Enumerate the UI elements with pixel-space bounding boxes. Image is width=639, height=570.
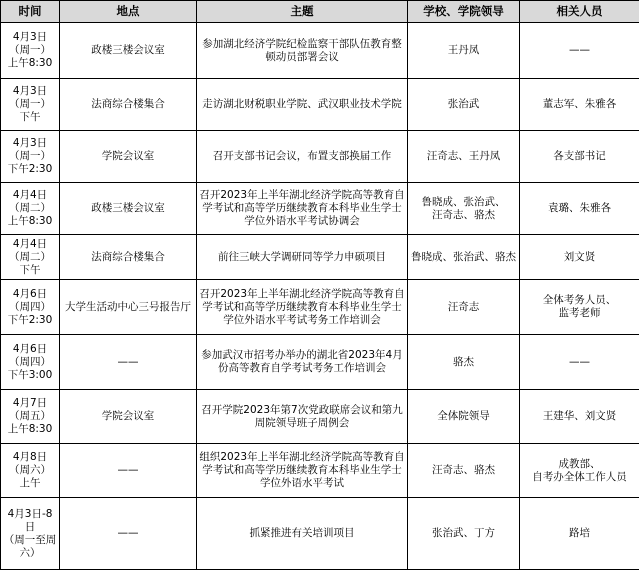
cell-leaders: 张治武 (408, 79, 520, 131)
cell-topic: 召开学院2023年第7次党政联席会议和第九周院领导班子周例会 (197, 390, 408, 444)
cell-leaders: 鲁晓成、张治武、骆杰 (408, 235, 520, 280)
header-leaders: 学校、学院领导 (408, 1, 520, 23)
cell-leaders: 汪奇志、骆杰 (408, 444, 520, 498)
cell-people: —— (520, 335, 639, 390)
cell-place: 政楼三楼会议室 (60, 23, 197, 79)
cell-topic: 参加湖北经济学院纪检监察干部队伍教育整顿动员部署会议 (197, 23, 408, 79)
cell-leaders: 张治武、丁方 (408, 498, 520, 570)
header-row (1, 1, 639, 23)
table-row (1, 498, 639, 570)
table-row (1, 131, 639, 183)
cell-topic: 参加武汉市招考办举办的湖北省2023年4月份高等教育自学考试考务工作培训会 (197, 335, 408, 390)
cell-topic: 召开2023年上半年湖北经济学院高等教育自学考试和高等学历继续教育本科毕业生学士学位外语水平考试协调会 (197, 183, 408, 235)
cell-place: 学院会议室 (60, 131, 197, 183)
cell-leaders: 汪奇志、王丹凤 (408, 131, 520, 183)
cell-place: —— (60, 444, 197, 498)
cell-people: 王建华、刘文贤 (520, 390, 639, 444)
cell-leaders: 鲁晓成、张治武、 汪奇志、骆杰 (408, 183, 520, 235)
cell-time: 4月8日 （周六） 上午 (1, 444, 60, 498)
cell-topic: 抓紧推进有关培训项目 (197, 498, 408, 570)
cell-people: 袁璐、朱雅各 (520, 183, 639, 235)
cell-place: 学院会议室 (60, 390, 197, 444)
cell-people: 各支部书记 (520, 131, 639, 183)
schedule-body (1, 23, 639, 570)
cell-people: 成教部、 自考办全体工作人员 (520, 444, 639, 498)
cell-topic: 召开支部书记会议，布置支部换届工作 (197, 131, 408, 183)
cell-time: 4月6日 （周四） 下午2:30 (1, 280, 60, 335)
cell-time: 4月3日-8日 （周一至周 六） (1, 498, 60, 570)
table-row (1, 23, 639, 79)
cell-topic: 走访湖北财税职业学院、武汉职业技术学院 (197, 79, 408, 131)
header-place: 地点 (60, 1, 197, 23)
cell-place: 法商综合楼集合 (60, 79, 197, 131)
cell-place: 政楼三楼会议室 (60, 183, 197, 235)
cell-people: 全体考务人员、 监考老师 (520, 280, 639, 335)
header-people: 相关人员 (520, 1, 639, 23)
table-row (1, 79, 639, 131)
table-row (1, 390, 639, 444)
cell-topic: 组织2023年上半年湖北经济学院高等教育自学考试和高等学历继续教育本科毕业生学士学位外语水平考试 (197, 444, 408, 498)
table-row (1, 280, 639, 335)
cell-time: 4月3日 （周一） 上午8:30 (1, 23, 60, 79)
cell-leaders: 王丹凤 (408, 23, 520, 79)
header-time: 时间 (1, 1, 60, 23)
cell-time: 4月3日 （周一） 下午 (1, 79, 60, 131)
cell-place: —— (60, 498, 197, 570)
cell-leaders: 汪奇志 (408, 280, 520, 335)
cell-place: 大学生活动中心三号报告厅 (60, 280, 197, 335)
table-row (1, 183, 639, 235)
cell-time: 4月4日 （周二） 下午 (1, 235, 60, 280)
cell-time: 4月3日 （周一） 下午2:30 (1, 131, 60, 183)
cell-people: 路培 (520, 498, 639, 570)
table-row (1, 235, 639, 280)
cell-place: 法商综合楼集合 (60, 235, 197, 280)
cell-leaders: 骆杰 (408, 335, 520, 390)
cell-people: 刘文贤 (520, 235, 639, 280)
table-row (1, 335, 639, 390)
cell-topic: 召开2023年上半年湖北经济学院高等教育自学考试和高等学历继续教育本科毕业生学士学位外语水平考试考务工作培训会 (197, 280, 408, 335)
cell-people: 董志军、朱雅各 (520, 79, 639, 131)
cell-topic: 前往三峡大学调研同等学力申硕项目 (197, 235, 408, 280)
cell-leaders: 全体院领导 (408, 390, 520, 444)
cell-place: —— (60, 335, 197, 390)
cell-people: —— (520, 23, 639, 79)
table-row (1, 444, 639, 498)
cell-time: 4月7日 （周五） 上午8:30 (1, 390, 60, 444)
header-topic: 主题 (197, 1, 408, 23)
cell-time: 4月6日 （周四） 下午3:00 (1, 335, 60, 390)
cell-time: 4月4日 （周二） 上午8:30 (1, 183, 60, 235)
